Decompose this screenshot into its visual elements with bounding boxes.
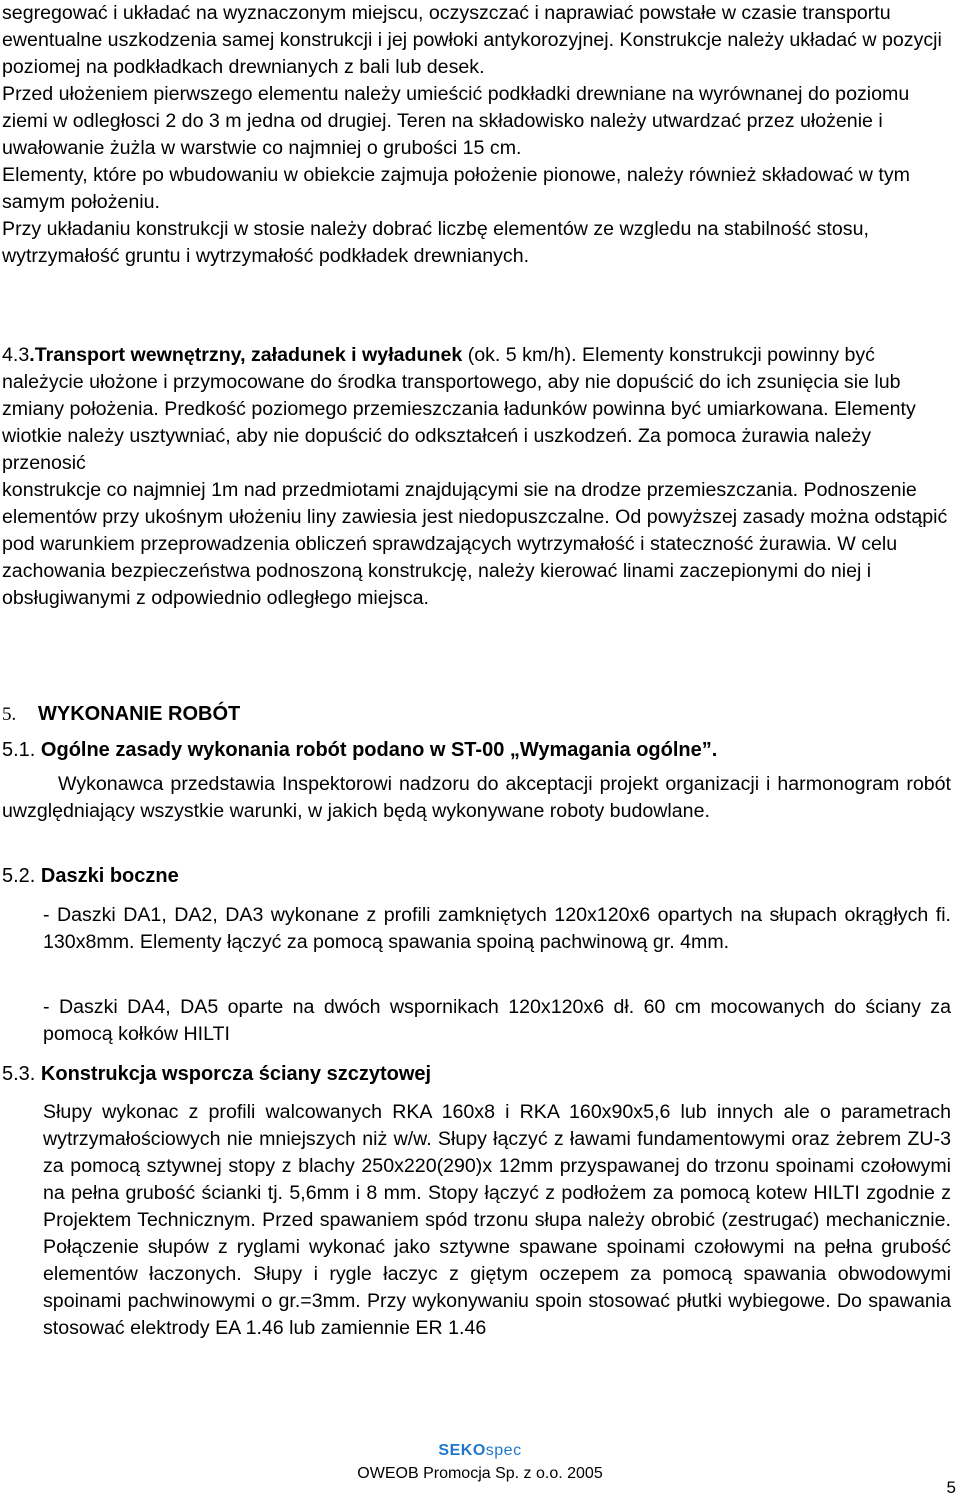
section-5-3-paragraph: Słupy wykonac z profili walcowanych RKA 160x8 i RKA 160x90x5,6 lub innych ale o parametrach wytrzymałościowych nie mniejszych niż w/w. Słupy łączyć z ławami fundamentowymi oraz żebrem ZU-3 za pomocą sztywnej stopy z blachy 250x220(290)x 12mm przyspawanej do trzonu spoinami czołowymi na pełna grubość ścianki tj. 5,6mm i 8 mm. Stopy łączyć z podłożem za pomocą kotew HILTI zgodnie z Projektem Technicznym. Przed spawaniem spód trzonu słupa należy obrobić (zestrugać) mechanicznie. Połączenie słupów z ryglami wykonać jako sztywne spawane spoinami czołowymi na pełna grubość elementów łaczonych. Słupy i rygle łaczyc z giętym oczepem za pomocą spawania obwodowymi spoinami pachwinowymi o gr.=3mm. Przy wykonywaniu spoin stosować płutki wybiegowe. Do spawania stosować elektrody EA 1.46 lub zamiennie ER 1.46 — [43, 1101, 951, 1339]
section-number: 5.2. — [2, 865, 36, 887]
logo-bold: SEKO — [438, 1442, 486, 1459]
section-title-suffix: (ok. 5 km/h). — [462, 344, 577, 366]
company-logo — [0, 1441, 960, 1461]
section-number: 5. — [2, 704, 17, 725]
section-number: 4.3 — [2, 344, 30, 366]
logo-light: spec — [485, 1442, 522, 1459]
section-5-3-heading — [2, 1060, 431, 1088]
paragraph: Przed ułożeniem pierwszego elementu należy umieścić podkładki drewniane na wyrównanej do poziomu ziemi w odległosci 2 do 3 m jedna od drugiej. Teren na składowisko należy utwardzać przez ułożenie i uwałowanie żużla w warstwie co najmniej o grubości 15 cm. — [2, 83, 910, 159]
page-number: 5 — [946, 1478, 956, 1497]
section-title: Daszki boczne — [35, 865, 179, 887]
section-title: Ogólne zasady wykonania robót podano w ST-00 „Wymagania ogólne — [35, 739, 702, 761]
paragraph: Elementy konstrukcji powinny być należycie ułożone i przymocowane do środka transportowego, aby nie dopuścić do ich zsunięcia sie lub zmiany położenia. Predkość poziomego przemieszczania ładunków powinna być umiarkowana. Elementy wiotkie należy usztywniać, aby nie dopuścić do odkształceń i uszkodzeń. Za pomoca żurawia należy przenosić — [2, 344, 916, 474]
section-number: 5.1. — [2, 739, 36, 761]
section-4-3 — [2, 342, 954, 612]
section-5-heading — [2, 700, 240, 729]
list-item: - Daszki DA1, DA2, DA3 wykonane z profili zamkniętych 120x120x6 opartych na słupach okrągłych fi. 130x8mm. Elementy łączyć za pomocą spawania spoiną pachwinową gr. 4mm. — [43, 904, 951, 953]
section-title: WYKONANIE ROBÓT — [38, 703, 241, 725]
section-title-end: ”. — [701, 739, 718, 761]
paragraph: konstrukcje co najmniej 1m nad przedmiotami znajdującymi sie na drodze przemieszczania. Podnoszenie elementów przy ukośnym ułożeniu liny zawiesia jest niedopuszczalne. Od powyższej zasady można odstąpić pod warunkiem przeprowadzenia obliczeń sprawdzających wytrzymałość i stateczność żurawia. W celu zachowania bezpieczeństwa podnoszoną konstrukcję, należy kierować linami zaczepionymi do niej i obsługiwanymi z odpowiednio odległego miejsca. — [2, 479, 948, 609]
company-name: OWEOB Promocja Sp. z o.o. 2005 — [357, 1465, 603, 1482]
paragraph: Przy układaniu konstrukcji w stosie należy dobrać liczbę elementów ze wzgledu na stabilność stosu, wytrzymałość gruntu i wytrzymałość podkładek drewnianych. — [2, 218, 869, 267]
list-item: - Daszki DA4, DA5 oparte na dwóch wspornikach 120x120x6 dł. 60 cm mocowanych do ściany za pomocą kołków HILTI — [43, 996, 951, 1045]
section-5-2-heading — [2, 862, 179, 890]
storage-section — [2, 0, 954, 270]
section-title: Konstrukcja wsporcza ściany szczytowej — [35, 1063, 432, 1085]
page-footer — [0, 1441, 960, 1485]
section-title: .Transport wewnętrzny, załadunek i wyładunek — [29, 344, 463, 366]
paragraph: segregować i układać na wyznaczonym miejscu, oczyszczać i naprawiać powstałe w czasie transportu ewentualne uszkodzenia samej konstrukcji i jej powłoki antykorozyjnej. Konstrukcje należy układać w pozycji poziomej na podkładkach drewnianych z bali lub desek. — [2, 2, 942, 78]
section-number: 5.3. — [2, 1063, 36, 1085]
section-5-1-heading — [2, 736, 717, 764]
section-5-1-paragraph: Wykonawca przedstawia Inspektorowi nadzoru do akceptacji projekt organizacji i harmonogram robót uwzględniający wszystkie warunki, w jakich będą wykonywane roboty budowlane. — [2, 773, 951, 822]
paragraph: Elementy, które po wbudowaniu w obiekcie zajmuja położenie pionowe, należy również składować w tym samym położeniu. — [2, 164, 910, 213]
